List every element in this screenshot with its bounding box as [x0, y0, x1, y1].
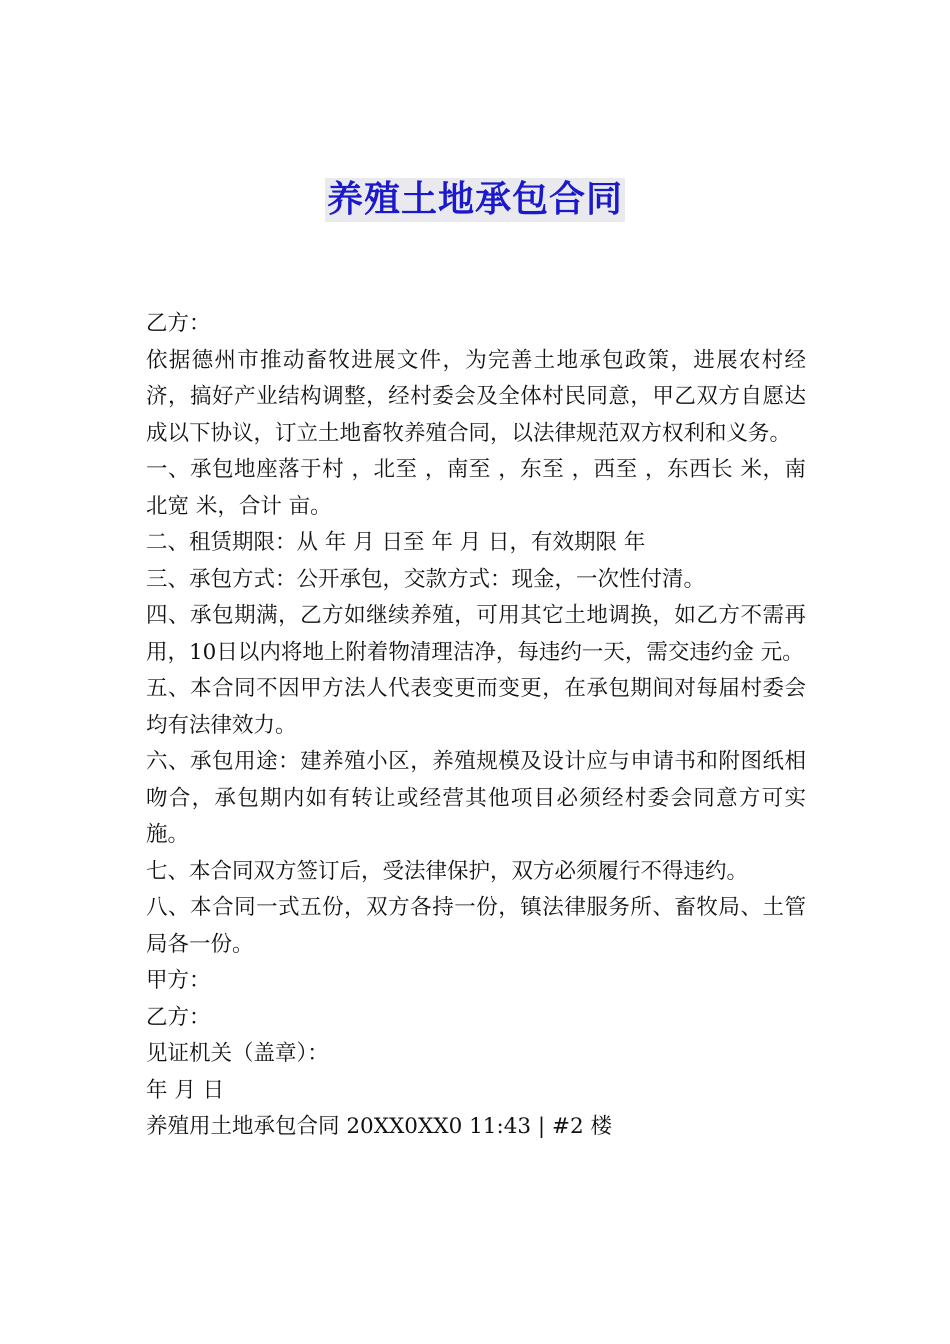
- clause-6-usage: 六、承包用途：建养殖小区，养殖规模及设计应与申请书和附图纸相吻合，承包期内如有转让或经营其他项目必须经村委会同意方可实施。: [146, 749, 806, 847]
- clause-3-method: 三、承包方式：公开承包，交款方式：现金，一次性付清。: [146, 566, 706, 592]
- witness-seal: 见证机关（盖章）：: [146, 1041, 329, 1066]
- clause-1-location: 一、承包地座落于村 ，北至 ，南至 ，东至 ，西至 ，东西长 米，南北宽 米，合计 亩。: [146, 457, 806, 519]
- party-a-signature: 甲方：: [146, 968, 211, 993]
- clause-5-validity: 五、本合同不因甲方法人代表变更而变更，在承包期间对每届村委会均有法律效力。: [146, 676, 806, 738]
- document-title: 养殖土地承包合同: [326, 179, 623, 220]
- document-body: [146, 306, 806, 1146]
- clause-7-protection: 七、本合同双方签订后，受法律保护，双方必须履行不得违约。: [146, 858, 749, 884]
- title-container: [0, 178, 950, 222]
- clause-4-expiry: 四、承包期满，乙方如继续养殖，可用其它土地调换，如乙方不需再用，10日以内将地上附着物清理洁净，每违约一天，需交违约金 元。: [146, 603, 806, 665]
- footer-note: 养殖用土地承包合同 20XX0XX0 11:43 | #2 楼: [146, 1114, 613, 1139]
- clause-8-copies: 八、本合同一式五份，双方各持一份，镇法律服务所、畜牧局、土管局各一份。: [146, 895, 806, 957]
- preamble-paragraph: 依据德州市推动畜牧进展文件，为完善土地承包政策，进展农村经济，搞好产业结构调整，经村委会及全体村民同意，甲乙双方自愿达成以下协议，订立土地畜牧养殖合同，以法律规范双方权利和义务。: [146, 347, 806, 446]
- party-b-signature: 乙方：: [146, 1004, 211, 1030]
- clause-2-term: 二、租赁期限：从 年 月 日至 年 月 日，有效期限 年: [146, 530, 646, 555]
- party-b-header: 乙方：: [146, 311, 211, 336]
- signature-date: 年 月 日: [146, 1077, 225, 1103]
